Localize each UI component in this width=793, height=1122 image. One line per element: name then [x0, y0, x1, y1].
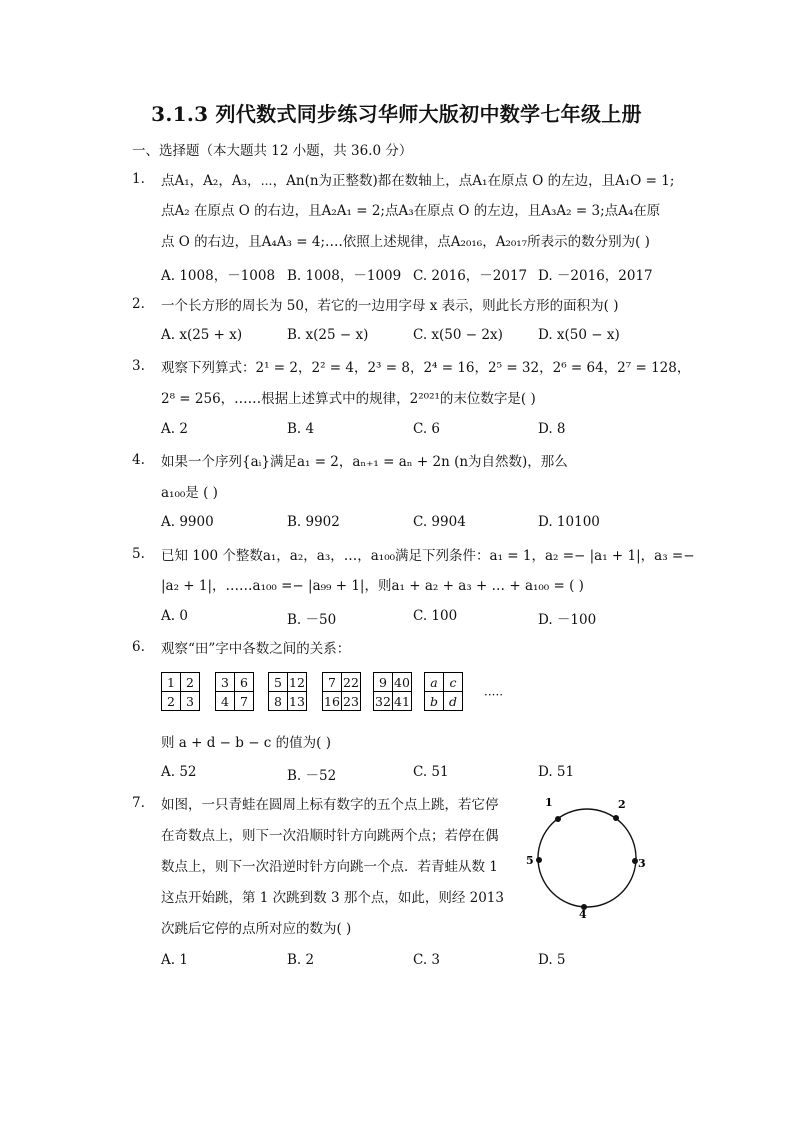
- circle-label-5: 5: [526, 854, 534, 867]
- question-3-line-2: 2⁸ = 256，……根据上述算式中的规律，2²⁰²¹的末位数字是( ): [161, 391, 536, 407]
- question-1-option-a[interactable]: A. 1008，－1008: [161, 268, 276, 284]
- grid-cell: c: [444, 673, 463, 692]
- circle-outline: [538, 809, 636, 907]
- grid-cell: 7: [235, 692, 254, 711]
- page-title: 3.1.3 列代数式同步练习华师大版初中数学七年级上册: [151, 102, 642, 126]
- question-1-line-3: 点 O 的右边，且A₄A₃ = 4;….依照上述规律，点A₂₀₁₆，A₂₀₁₇所表示的数分别为( ): [161, 234, 650, 250]
- question-5-line-1: 已知 100 个整数a₁，a₂，a₃，…，a₁₀₀满足下列条件：a₁ = 1，a₂ =− |a₁ + 1|，a₃ =−: [161, 548, 695, 564]
- grid-cell: 7: [323, 673, 342, 692]
- grid-cell: 5: [269, 673, 288, 692]
- grid-ellipsis: ·····: [484, 688, 504, 702]
- question-3-option-c[interactable]: C. 6: [413, 421, 441, 437]
- circle-point-1: [555, 816, 561, 822]
- question-5-option-c[interactable]: C. 100: [413, 608, 458, 624]
- question-4-number: 4.: [132, 452, 145, 468]
- grid-cell: 41: [394, 693, 410, 709]
- tian-grid-6: [424, 672, 463, 711]
- question-6-number: 6.: [132, 639, 145, 655]
- frog-circle-diagram: [520, 790, 660, 920]
- question-6-option-c[interactable]: C. 51: [413, 764, 449, 780]
- grid-cell: 2: [162, 692, 181, 711]
- question-5-option-d[interactable]: D. －100: [538, 612, 597, 628]
- question-3-number: 3.: [132, 358, 145, 374]
- question-2-number: 2.: [132, 296, 145, 312]
- question-4-option-d[interactable]: D. 10100: [538, 514, 600, 530]
- grid-cell: 32: [375, 693, 391, 709]
- grid-cell: 16: [324, 693, 340, 709]
- question-5-number: 5.: [132, 546, 145, 562]
- grid-cell: 6: [235, 673, 254, 692]
- grid-cell: d: [444, 692, 463, 711]
- question-5-option-a[interactable]: A. 0: [161, 608, 188, 624]
- question-7-line-3: 数点上，则下一次沿逆时针方向跳一个点．若青蛙从数 1: [161, 859, 498, 875]
- question-6-line-1: 观察“田”字中各数之间的关系：: [161, 641, 351, 657]
- question-3-option-d[interactable]: D. 8: [538, 421, 566, 437]
- question-7-option-c[interactable]: C. 3: [413, 952, 441, 968]
- question-7-line-5: 次跳后它停的点所对应的数为( ): [161, 921, 352, 937]
- grid-cell: b: [425, 692, 444, 711]
- circle-point-2: [613, 815, 619, 821]
- section-heading: 一、选择题（本大题共 12 小题，共 36.0 分）: [132, 143, 413, 159]
- question-7-option-a[interactable]: A. 1: [161, 952, 188, 968]
- question-1-line-1: 点A₁，A₂，A₃，⋯，An(n为正整数)都在数轴上，点A₁在原点 O 的左边，且A₁O = 1;: [161, 173, 675, 189]
- circle-label-1: 1: [545, 796, 553, 809]
- circle-label-3: 3: [638, 857, 646, 870]
- question-2-option-d[interactable]: D. x(50 − x): [538, 327, 620, 343]
- grid-cell: 23: [343, 693, 359, 709]
- question-7-line-4: 这点开始跳，第 1 次跳到数 3 那个点，如此，则经 2013: [161, 890, 504, 906]
- question-1-line-2: 点A₂ 在原点 O 的右边，且A₂A₁ = 2;点A₃在原点 O 的左边，且A₃A₂ = 3;点A₄在原: [161, 203, 661, 219]
- question-7-number: 7.: [132, 795, 145, 811]
- question-4-option-b[interactable]: B. 9902: [287, 514, 340, 530]
- grid-cell: 3: [216, 673, 235, 692]
- tian-grid-3: [268, 672, 307, 711]
- question-3-option-a[interactable]: A. 2: [161, 421, 188, 437]
- grid-cell: 9: [374, 673, 393, 692]
- grid-cell: 1: [162, 673, 181, 692]
- circle-label-2: 2: [618, 798, 626, 811]
- grid-cell: a: [425, 673, 444, 692]
- question-2-option-c[interactable]: C. x(50 − 2x): [413, 327, 503, 343]
- grid-cell: 3: [181, 692, 200, 711]
- tian-grid-5: [373, 672, 412, 711]
- question-3-option-b[interactable]: B. 4: [287, 421, 315, 437]
- circle-point-5: [536, 857, 542, 863]
- circle-label-4: 4: [579, 908, 587, 920]
- question-5-option-b[interactable]: B. －50: [287, 612, 337, 628]
- question-2-line-1: 一个长方形的周长为 50，若它的一边用字母 x 表示，则此长方形的面积为( ): [161, 298, 619, 314]
- grid-cell: 40: [394, 674, 410, 690]
- grid-cell: 22: [343, 674, 359, 690]
- question-1-number: 1.: [132, 171, 145, 187]
- grid-cell: 4: [216, 692, 235, 711]
- question-2-option-a[interactable]: A. x(25 + x): [161, 327, 243, 343]
- grid-cell: 8: [269, 692, 288, 711]
- tian-grid-1: [161, 672, 200, 711]
- question-5-line-2: |a₂ + 1|，……a₁₀₀ =− |a₉₉ + 1|，则a₁ + a₂ + a₃ + … + a₁₀₀ = ( ): [161, 578, 584, 594]
- question-1-option-c[interactable]: C. 2016，－2017: [413, 268, 528, 284]
- question-4-line-1: 如果一个序列{aᵢ}满足a₁ = 2，aₙ₊₁ = aₙ + 2n (n为自然数)，那么: [161, 454, 568, 470]
- grid-cell: 13: [289, 693, 305, 709]
- question-1-option-d[interactable]: D. －2016，2017: [538, 268, 653, 284]
- tian-grid-2: [215, 672, 254, 711]
- question-7-option-b[interactable]: B. 2: [287, 952, 315, 968]
- question-7-line-1: 如图，一只青蛙在圆周上标有数字的五个点上跳，若它停: [161, 797, 499, 813]
- tian-grid-4: [322, 672, 361, 711]
- question-3-line-1: 观察下列算式：2¹ = 2，2² = 4，2³ = 8，2⁴ = 16，2⁵ = 32，2⁶ = 64，2⁷ = 128，: [161, 360, 691, 376]
- question-1-option-b[interactable]: B. 1008，－1009: [287, 268, 402, 284]
- question-7-line-2: 在奇数点上，则下一次沿顺时针方向跳两个点；若停在偶: [161, 828, 499, 844]
- question-4-line-2: a₁₀₀是 ( ): [161, 485, 218, 501]
- question-2-option-b[interactable]: B. x(25 − x): [287, 327, 369, 343]
- question-7-option-d[interactable]: D. 5: [538, 952, 566, 968]
- grid-cell: 12: [289, 674, 305, 690]
- question-6-option-b[interactable]: B. －52: [287, 768, 337, 784]
- question-4-option-c[interactable]: C. 9904: [413, 514, 466, 530]
- question-6-option-d[interactable]: D. 51: [538, 764, 575, 780]
- question-4-option-a[interactable]: A. 9900: [161, 514, 214, 530]
- question-6-option-a[interactable]: A. 52: [161, 764, 197, 780]
- grid-cell: 2: [181, 673, 200, 692]
- question-6-line-2: 则 a + d − b − c 的值为( ): [161, 735, 331, 751]
